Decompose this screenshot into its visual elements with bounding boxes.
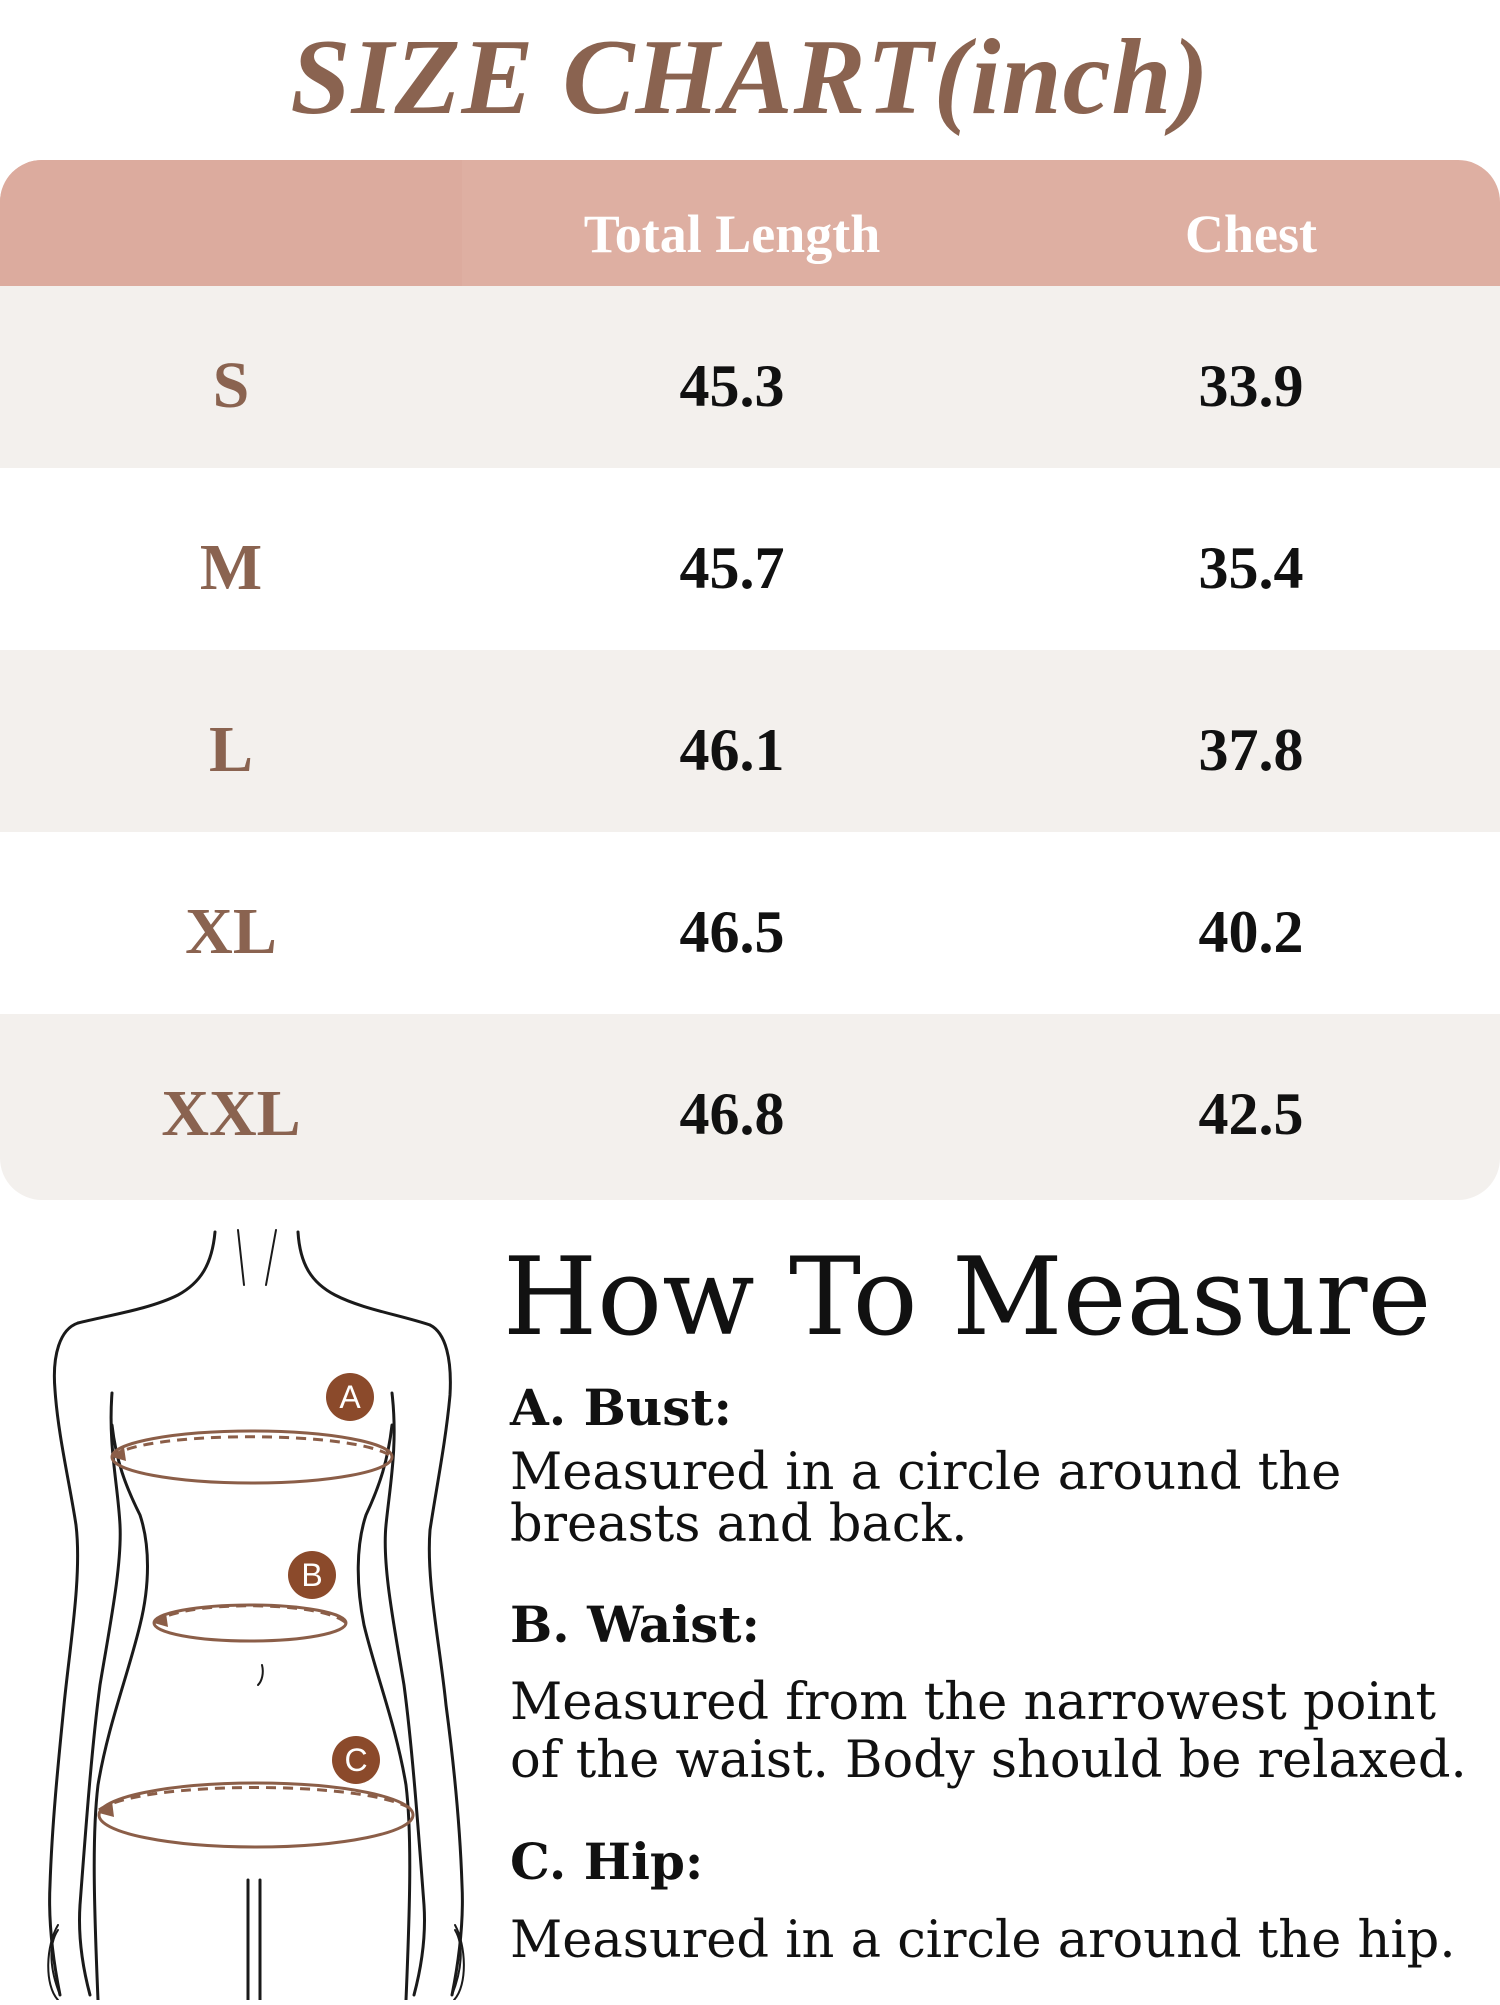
hip-description-line: Measured in a circle around the hip. xyxy=(510,1911,1456,1970)
bust-description-line: breasts and back. xyxy=(510,1495,968,1554)
bust-heading: A. Bust: xyxy=(510,1378,732,1437)
marker-c-icon xyxy=(332,1736,380,1784)
table-row xyxy=(0,650,1500,832)
chest-value: 33.9 xyxy=(1198,353,1304,419)
header-chest: Chest xyxy=(1185,204,1317,264)
table-row xyxy=(0,468,1500,650)
size-label: S xyxy=(212,349,250,422)
bust-description-line: Measured in a circle around the xyxy=(510,1443,1342,1502)
table-header xyxy=(0,160,1500,286)
body-measurement-figure xyxy=(0,1225,500,2000)
total-length-value: 45.3 xyxy=(679,353,785,419)
total-length-value: 46.1 xyxy=(679,717,785,783)
table-row xyxy=(0,832,1500,1014)
header-total-length: Total Length xyxy=(583,204,881,264)
total-length-value: 45.7 xyxy=(679,535,785,601)
chest-value: 40.2 xyxy=(1198,899,1304,965)
table-row xyxy=(0,1014,1500,1200)
how-to-measure-title: How To Measure xyxy=(503,1235,1432,1360)
waist-heading: B. Waist: xyxy=(510,1595,760,1654)
svg-text:B: B xyxy=(301,1557,323,1593)
hip-measurement-line xyxy=(99,1783,413,1847)
chest-value: 35.4 xyxy=(1198,535,1304,601)
chest-value: 37.8 xyxy=(1198,717,1304,783)
chest-value: 42.5 xyxy=(1198,1081,1304,1147)
size-chart-table xyxy=(0,160,1500,1200)
page-title: SIZE CHART(inch) xyxy=(290,18,1210,137)
marker-a-icon xyxy=(326,1373,374,1421)
header-corner-cell xyxy=(0,160,462,286)
waist-measurement-line xyxy=(154,1605,346,1641)
size-label: M xyxy=(199,531,263,604)
size-label: XXL xyxy=(161,1077,301,1150)
svg-text:A: A xyxy=(339,1379,361,1415)
bust-measurement-line xyxy=(112,1431,392,1483)
hip-heading: C. Hip: xyxy=(510,1832,704,1891)
size-label: XL xyxy=(185,895,277,968)
waist-description-line: of the waist. Body should be relaxed. xyxy=(510,1731,1467,1790)
table-row xyxy=(0,286,1500,468)
total-length-value: 46.5 xyxy=(679,899,785,965)
waist-description-line: Measured from the narrowest point xyxy=(510,1673,1436,1732)
marker-b-icon xyxy=(288,1551,336,1599)
total-length-value: 46.8 xyxy=(679,1081,785,1147)
body-outline-illustration xyxy=(0,1225,500,2000)
svg-text:C: C xyxy=(344,1742,368,1778)
size-label: L xyxy=(208,713,254,786)
